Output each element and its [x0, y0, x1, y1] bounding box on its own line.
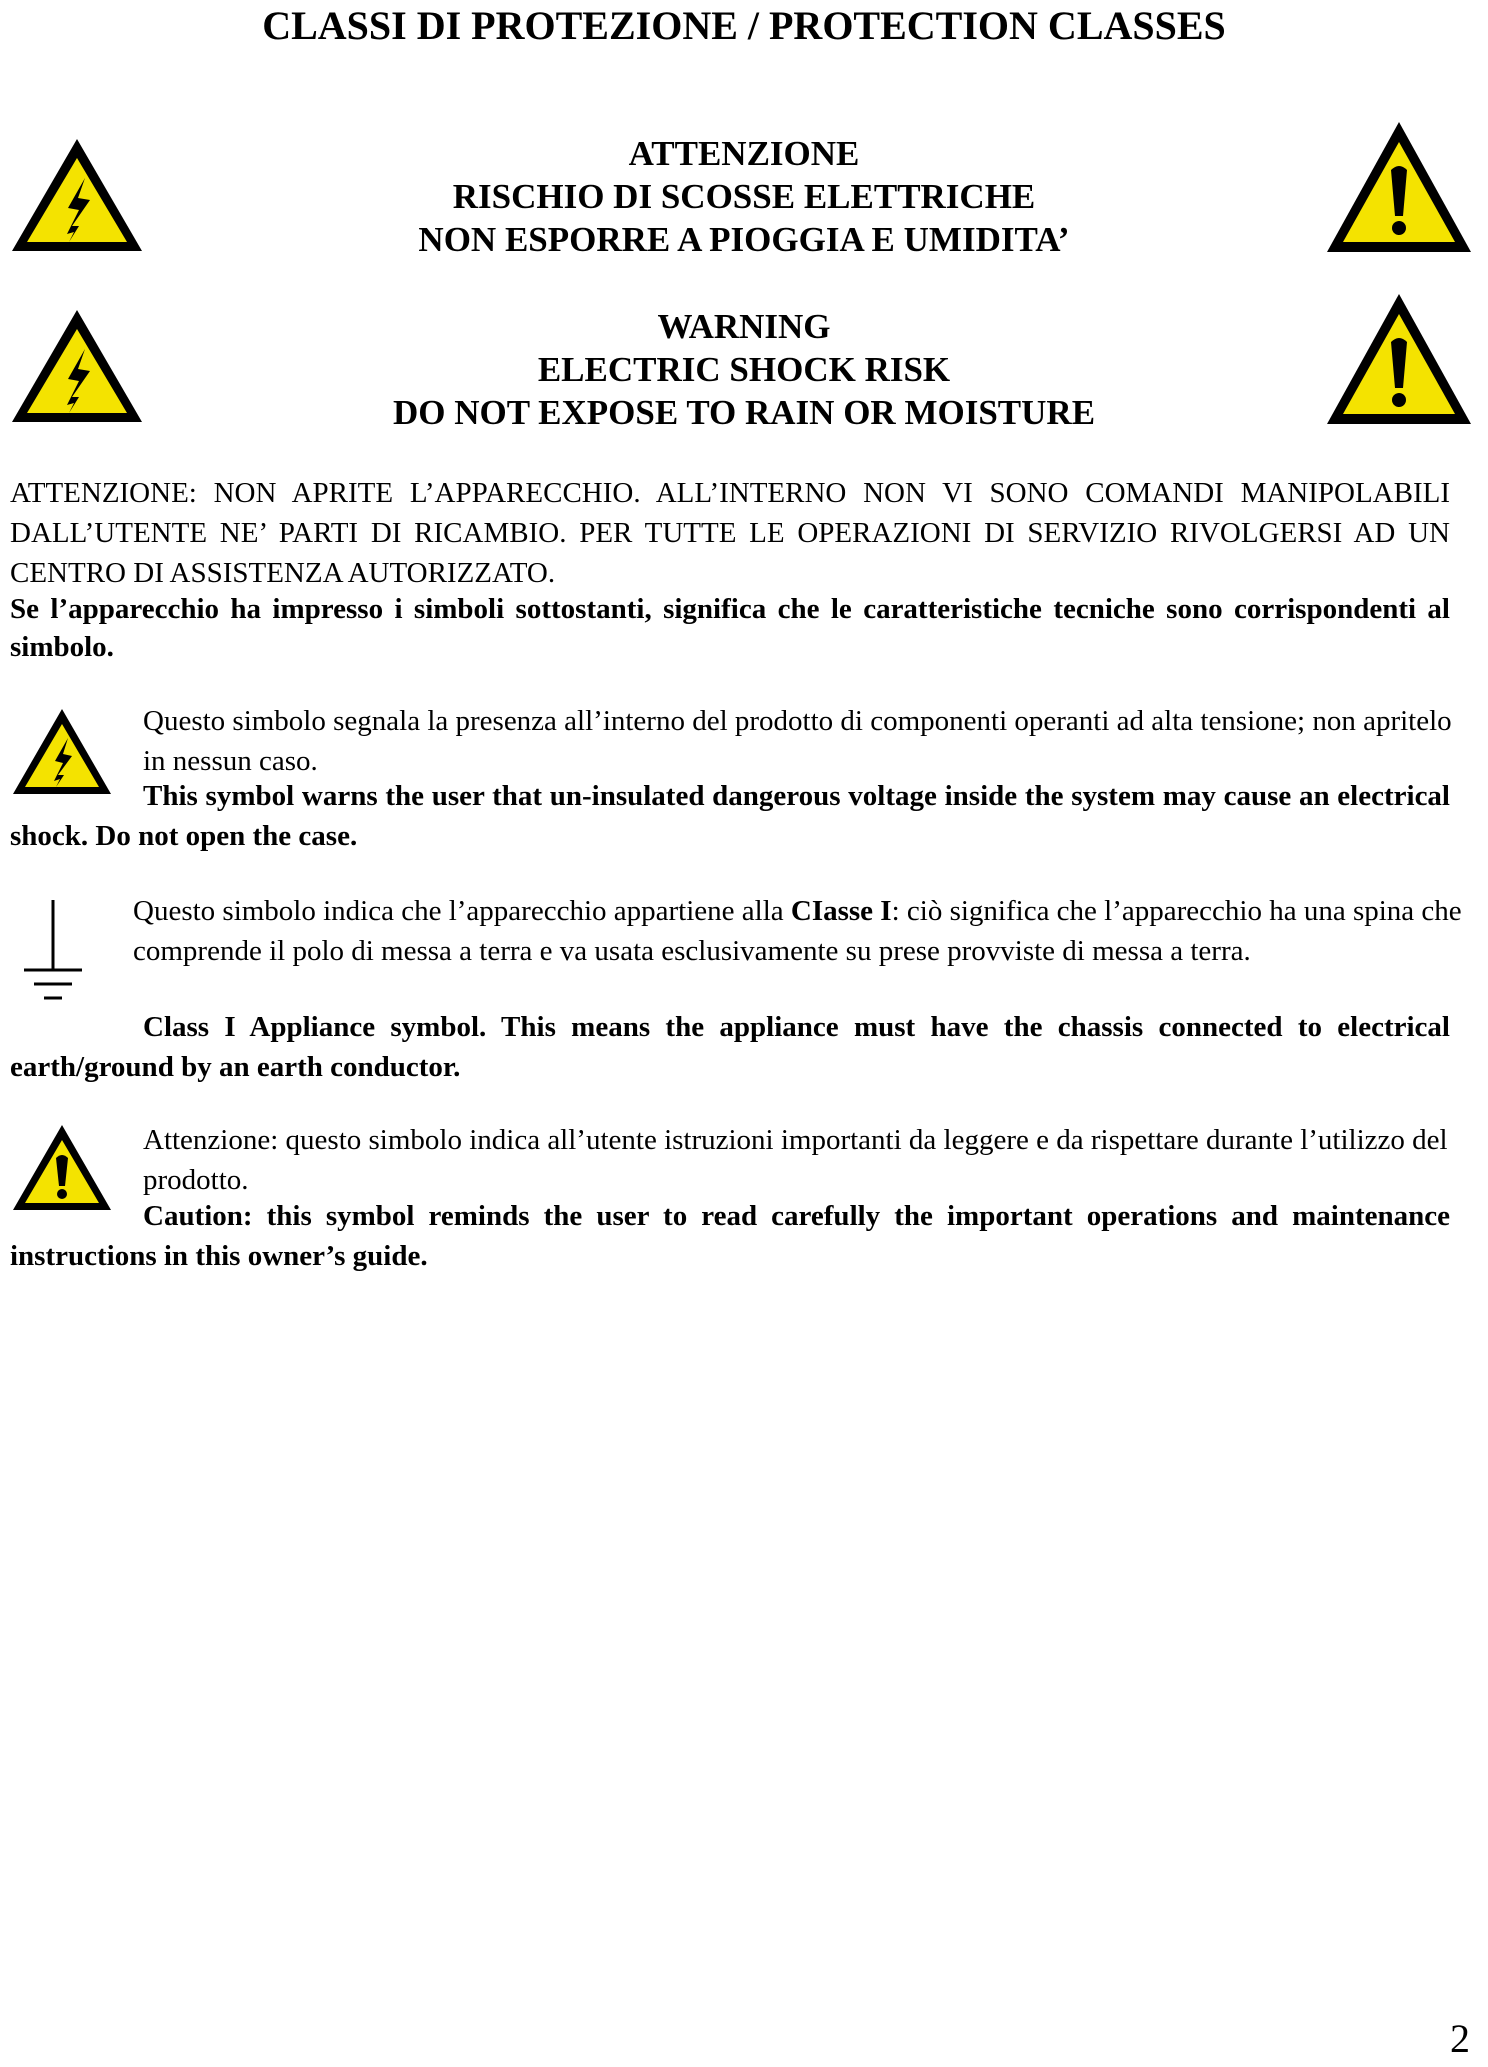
- symbol-description-it: Attenzione: questo simbolo indica all’utente istruzioni importanti da leggere e da rispettare durante l’utilizzo del prodotto.: [143, 1124, 1448, 1196]
- warning-italian: [0, 132, 1488, 261]
- warning-heading: WARNING: [657, 307, 831, 346]
- warning-line: ELECTRIC SHOCK RISK: [537, 350, 951, 389]
- symbols-notice: Se l’apparecchio ha impresso i simboli sottostanti, significa che le caratteristiche tecniche sono corrispondenti al simbolo.: [10, 593, 1450, 663]
- warning-line: RISCHIO DI SCOSSE ELETTRICHE: [452, 177, 1036, 216]
- warning-line: NON ESPORRE A PIOGGIA E UMIDITA’: [418, 220, 1070, 259]
- symbol-description-it: Questo simbolo indica che l’apparecchio appartiene alla CIasse I: ciò significa che l’apparecchio ha una spina che comprende il polo di messa a terra e va usata esclusivamente su prese provviste di messa a terra.: [133, 895, 1462, 967]
- earth-ground-icon: [18, 898, 88, 1006]
- warning-heading: ATTENZIONE: [628, 134, 860, 173]
- page-number: 2: [1450, 2016, 1470, 2061]
- page-title: CLASSI DI PROTEZIONE / PROTECTION CLASSES: [262, 3, 1226, 48]
- warning-line: DO NOT EXPOSE TO RAIN OR MOISTURE: [392, 393, 1096, 432]
- symbol-description-en: This symbol warns the user that un-insulated dangerous voltage inside the system may cause an electrical shock. Do not open the case.: [10, 780, 1450, 852]
- symbol-description-it: Questo simbolo segnala la presenza all’interno del prodotto di componenti operanti ad alta tensione; non apritelo in nessun caso.: [143, 705, 1452, 777]
- service-notice: ATTENZIONE: NON APRITE L’APPARECCHIO. ALL’INTERNO NON VI SONO COMANDI MANIPOLABILI DALL’UTENTE NE’ PARTI DI RICAMBIO. PER TUTTE LE OPERAZIONI DI SERVIZIO RIVOLGERSI AD UN CENTRO DI ASSISTENZA AUTORIZZATO.: [10, 477, 1450, 589]
- warning-english: [0, 305, 1488, 434]
- symbol-description-en: Caution: this symbol reminds the user to read carefully the important operations and maintenance instructions in this owner’s guide.: [10, 1200, 1450, 1272]
- symbol-description-en: Class I Appliance symbol. This means the appliance must have the chassis connected to electrical earth/ground by an earth conductor.: [10, 1011, 1450, 1083]
